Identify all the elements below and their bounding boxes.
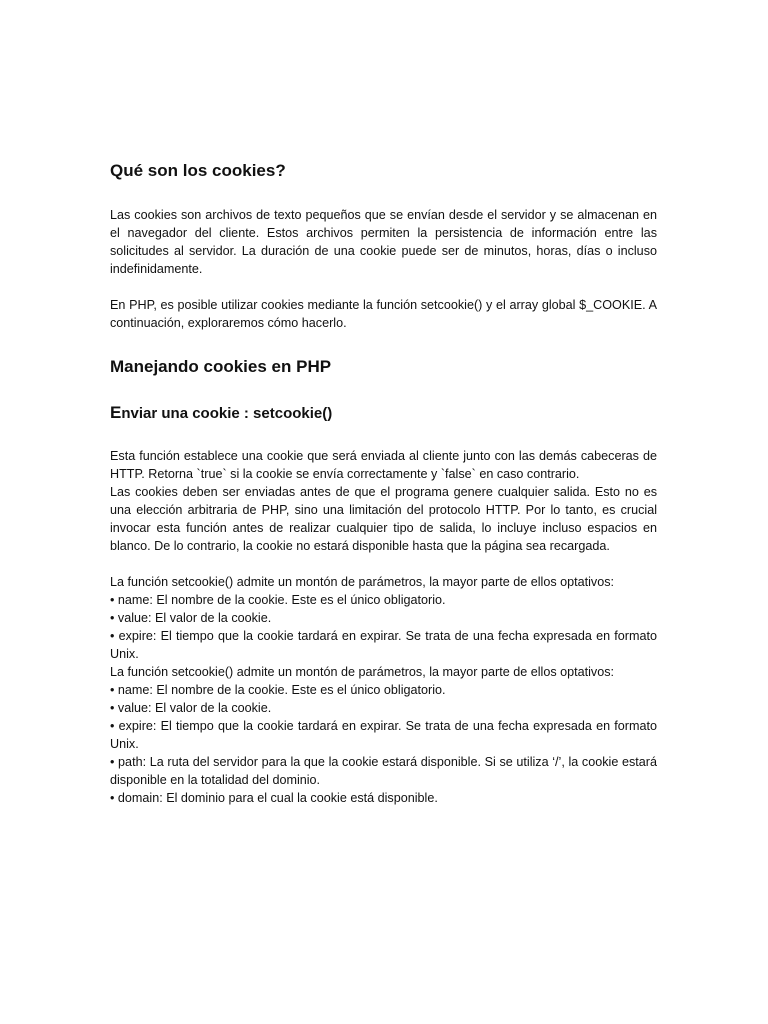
list-item: • expire: El tiempo que la cookie tardará en expirar. Se trata de una fecha expresada en formato Unix. [110,629,657,661]
list-item: • name: El nombre de la cookie. Este es el único obligatorio. [110,683,446,697]
subheading-first-letter: E [110,403,122,422]
subheading-rest: nviar una cookie : setcookie() [121,405,333,422]
subheading-send-cookie [110,402,657,425]
list-item: • value: El valor de la cookie. [110,611,272,625]
list-item: • name: El nombre de la cookie. Este es el único obligatorio. [110,593,446,607]
heading-handling-cookies-php: Manejando cookies en PHP [110,357,332,376]
paragraph-setcookie-description: Esta función establece una cookie que será enviada al cliente junto con las demás cabeceras de HTTP. Retorna `true` si la cookie se envía correctamente y `false` en caso contrario. [110,449,657,481]
parameters-intro-repeat: La función setcookie() admite un montón de parámetros, la mayor parte de ellos optativos: [110,665,615,679]
parameters-block-2 [110,663,657,807]
list-item: • domain: El dominio para el cual la cookie está disponible. [110,791,438,805]
paragraph-php-cookies-intro: En PHP, es posible utilizar cookies mediante la función setcookie() y el array global $_COOKIE. A continuación, exploraremos cómo hacerlo. [110,298,657,330]
parameters-block-1 [110,573,657,663]
list-item: • path: La ruta del servidor para la que la cookie estará disponible. Si se utiliza ‘/’, la cookie estará disponible en la totalidad del dominio. [110,755,657,787]
paragraph-setcookie-before-output: Las cookies deben ser enviadas antes de que el programa genere cualquier salida. Esto no es una elección arbitraria de PHP, sino una limitación del protocolo HTTP. Por lo tanto, es crucial invocar esta función antes de realizar cualquier tipo de salida, lo incluye incluso espacios en blanco. De lo contrario, la cookie no estará disponible hasta que la página sea recargada. [110,485,657,553]
parameters-intro: La función setcookie() admite un montón de parámetros, la mayor parte de ellos optativos: [110,575,615,589]
list-item: • expire: El tiempo que la cookie tardará en expirar. Se trata de una fecha expresada en formato Unix. [110,719,657,751]
document-page [110,158,657,807]
paragraph-cookies-definition: Las cookies son archivos de texto pequeños que se envían desde el servidor y se almacenan en el navegador del cliente. Estos archivos permiten la persistencia de información entre las solicitudes al servidor. La duración de una cookie puede ser de minutos, horas, días o incluso indefinidamente. [110,208,657,276]
list-item: • value: El valor de la cookie. [110,701,272,715]
heading-what-are-cookies: Qué son los cookies? [110,161,286,180]
